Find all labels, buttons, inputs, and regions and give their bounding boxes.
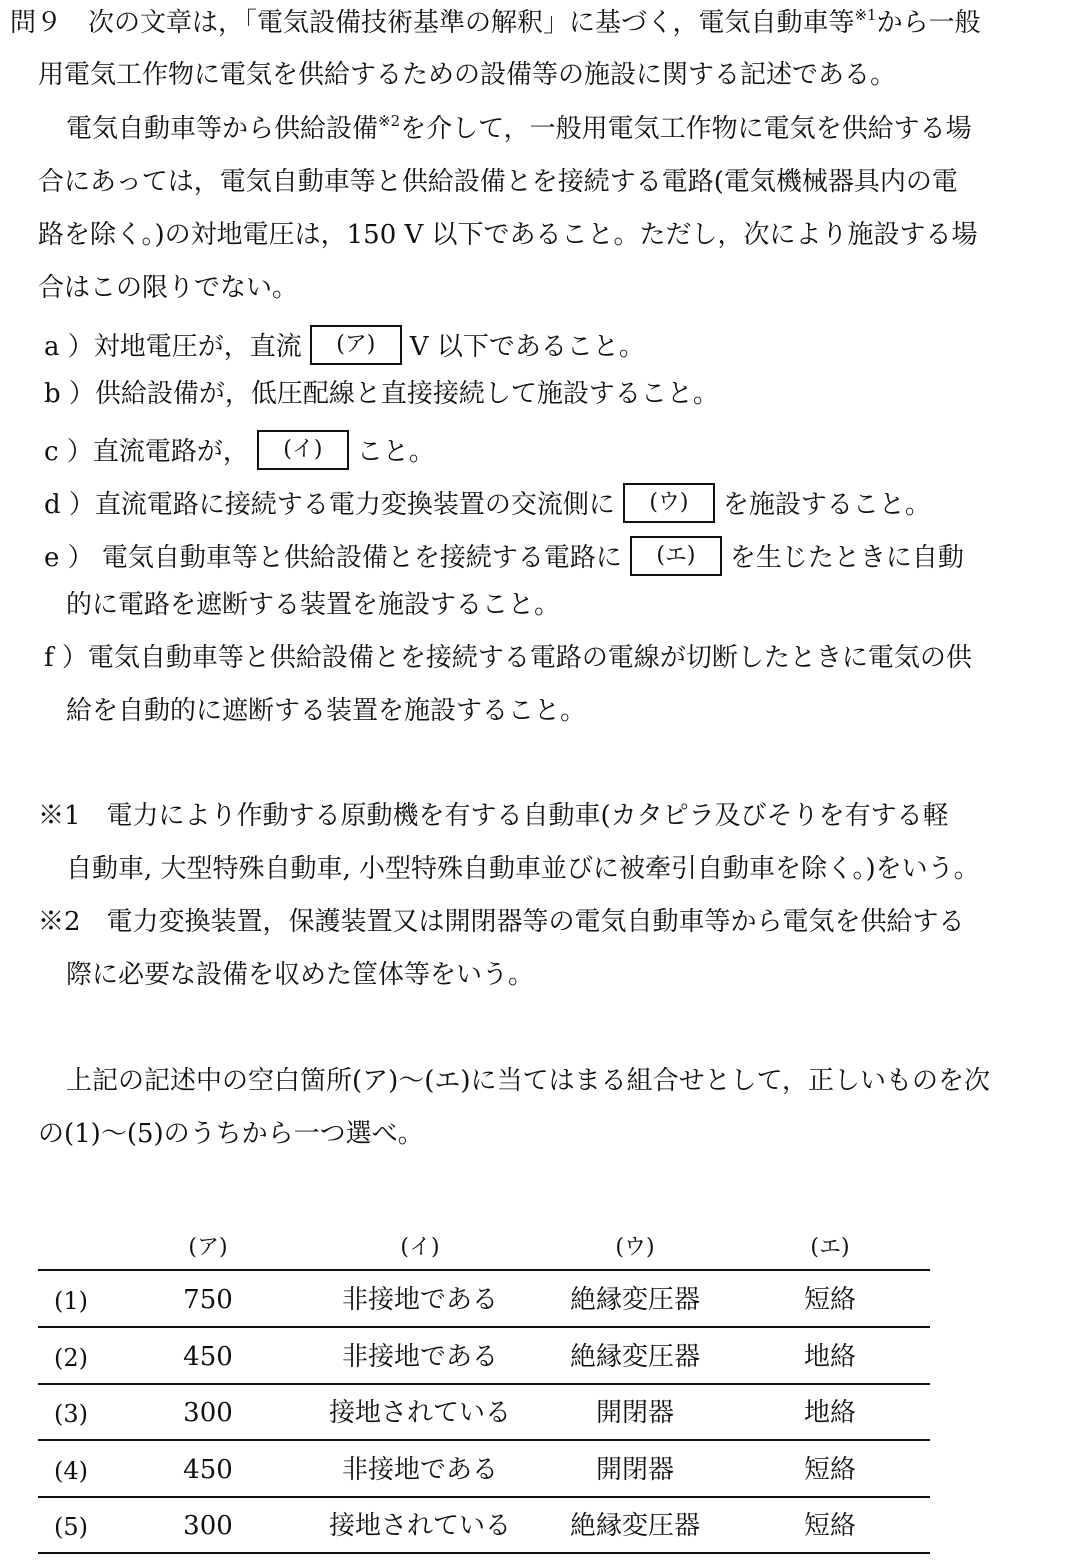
item-d: d ）直流電路に接続する電力変換装置の交流側に (ウ) を施設すること。	[44, 486, 931, 526]
body-line-4: 合はこの限りでない。	[38, 273, 299, 303]
prompt-line-1: 上記の記述中の空白箇所(ア)～(エ)に当てはまる組合せとして，正しいものを次	[66, 1066, 991, 1096]
blank-e: (エ)	[630, 536, 722, 576]
row-label: (4)	[54, 1457, 88, 1485]
item-f: f ）電気自動車等と供給設備とを接続する電路の電線が切断したときに電気の供	[44, 643, 972, 673]
cell-i: 接地されている	[328, 1511, 511, 1541]
table-rule	[38, 1439, 930, 1441]
cell-u: 絶縁変圧器	[569, 1342, 700, 1372]
cell-e: 短絡	[803, 1511, 856, 1541]
row-label: (5)	[54, 1513, 88, 1541]
cell-u: 開閉器	[595, 1398, 674, 1428]
item-e: e ） 電気自動車等と供給設備とを接続する電路に (エ) を生じたときに自動	[44, 539, 964, 579]
cell-u: 絶縁変圧器	[569, 1511, 700, 1541]
prompt-line-2: の(1)～(5)のうちから一つ選べ。	[38, 1119, 424, 1149]
note-2: ※2 電力変換装置，保護装置又は開閉器等の電気自動車等から電気を供給する	[38, 907, 965, 937]
cell-u: 絶縁変圧器	[569, 1285, 700, 1315]
col-header-i: (イ)	[400, 1235, 440, 1260]
table-rule	[38, 1552, 930, 1554]
question-line-2: 用電気工作物に電気を供給するための設備等の施設に関する記述である。	[38, 60, 897, 90]
blank-u: (ウ)	[623, 483, 715, 523]
col-header-a: (ア)	[188, 1235, 228, 1260]
table-rule	[38, 1326, 930, 1328]
cell-i: 非接地である	[341, 1455, 498, 1485]
table-rule	[38, 1496, 930, 1498]
cell-e: 短絡	[803, 1455, 856, 1485]
body-line-1: 電気自動車等から供給設備$^{※2}$を介して，一般用電気工作物に電気を供給する場	[66, 112, 972, 144]
row-label: (3)	[54, 1400, 88, 1428]
table-rule	[38, 1383, 930, 1385]
cell-a: 450	[183, 1455, 233, 1485]
col-header-e: (エ)	[810, 1235, 850, 1260]
item-b: b ）供給設備が，低圧配線と直接接続して施設すること。	[44, 379, 719, 409]
blank-i: (イ)	[257, 430, 349, 470]
col-header-u: (ウ)	[615, 1235, 655, 1260]
body-line-2: 合にあっては，電気自動車等と供給設備とを接続する電路(電気機械器具内の電	[38, 167, 958, 197]
cell-a: 300	[183, 1511, 233, 1541]
row-label: (2)	[54, 1344, 88, 1372]
blank-a: (ア)	[310, 325, 402, 365]
body-line-3: 路を除く。)の対地電圧は，150 V 以下であること。ただし，次により施設する場	[38, 220, 978, 250]
cell-a: 750	[183, 1285, 233, 1315]
item-e-line-2: 的に電路を遮断する装置を施設すること。	[66, 590, 561, 620]
note-2-line-2: 際に必要な設備を収めた筐体等をいう。	[66, 960, 535, 990]
table-rule	[38, 1269, 930, 1271]
cell-e: 地絡	[803, 1398, 856, 1428]
note-1: ※1 電力により作動する原動機を有する自動車(カタピラ及びそりを有する軽	[38, 801, 949, 831]
cell-u: 開閉器	[595, 1455, 674, 1485]
cell-e: 地絡	[803, 1342, 856, 1372]
question-line-1: 問９ 次の文章は，「電気設備技術基準の解釈」に基づく，電気自動車等$^{※1}$から一般	[10, 6, 981, 38]
cell-a: 450	[183, 1342, 233, 1372]
item-c: c ）直流電路が， (イ) こと。	[44, 433, 435, 473]
row-label: (1)	[54, 1287, 88, 1315]
cell-i: 非接地である	[341, 1342, 498, 1372]
cell-i: 非接地である	[341, 1285, 498, 1315]
cell-i: 接地されている	[328, 1398, 511, 1428]
cell-a: 300	[183, 1398, 233, 1428]
item-a: a ）対地電圧が，直流 (ア) V 以下であること。	[44, 328, 645, 368]
item-f-line-2: 給を自動的に遮断する装置を施設すること。	[66, 696, 587, 726]
note-1-line-2: 自動車, 大型特殊自動車, 小型特殊自動車並びに被牽引自動車を除く。)をいう。	[66, 854, 980, 884]
cell-e: 短絡	[803, 1285, 856, 1315]
